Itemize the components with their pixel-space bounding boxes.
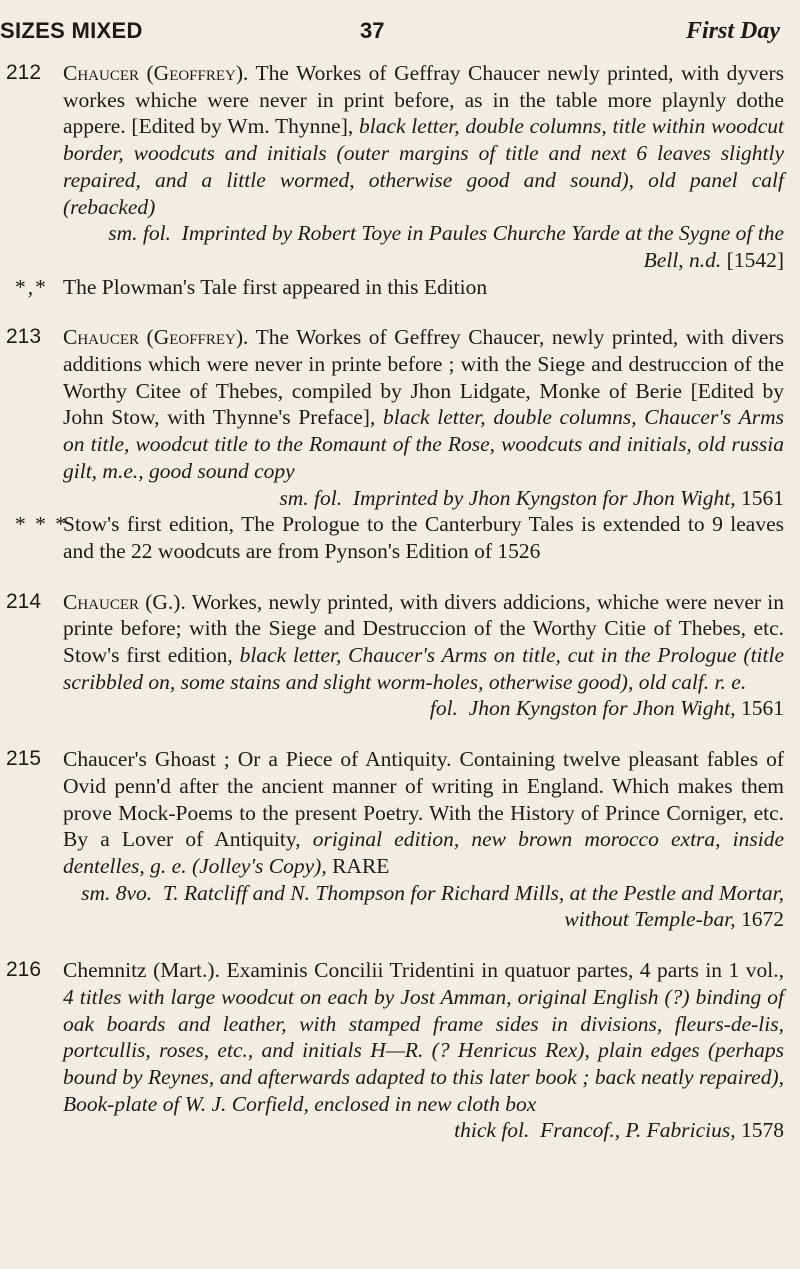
lot-description: 4 titles with large woodcut on each by Jost Amman, original English (?) binding of oak boards and leather, with stamped frame sides in divisions, fleurs-de-lis, portcullis, roses, etc., and initials H—R. (? Henricus Rex), plain edges (perhaps bound by Reynes, and afterwards adapted to this later book ; back neatly repaired), Book-plate of W. J. Corfield, enclosed in new cloth box (63, 984, 784, 1116)
lot-date: 1561 (741, 696, 784, 721)
section-title: SIZES MIXED (0, 18, 143, 43)
lot-author: Chaucer's Ghoast ; (63, 747, 230, 772)
lot-number: 212 (6, 61, 42, 84)
lot-format: sm. fol. (108, 221, 171, 246)
lot-author: Chaucer (Geoffrey). (63, 61, 249, 85)
lot-entry (6, 589, 784, 723)
asterism-icon: *,* (15, 274, 48, 299)
lot-imprint: T. Ratcliff and N. Thompson for Richard Mills, at the Pestle and Mortar, without Temple-bar, (162, 880, 784, 932)
lot-note-text: The Plowman's Tale first appeared in this Edition (63, 274, 488, 299)
lot-number: 215 (6, 747, 42, 771)
lot-date: 1672 (741, 907, 784, 932)
page-number: 37 (360, 18, 385, 43)
lot-imprint: Imprinted by Robert Toye in Paules Churche Yarde at the Sygne of the Bell, n.d. (181, 221, 784, 272)
lot-note-text: Stow's first edition, The Prologue to the Canterbury Tales is extended to 9 leaves and the 22 woodcuts are from Pynson's Edition of 1526 (63, 512, 784, 563)
lot-entry (6, 60, 784, 300)
lot-number: 216 (6, 958, 42, 982)
lot-number: 213 (6, 325, 42, 349)
lot-title: The Workes of Geffray Chaucer newly printed, with dyvers workes whiche were never in print before, as in the table more playnly dothe appere. [Edited by Wm. Thynne], (63, 61, 784, 139)
lot-title: Workes, newly printed, with divers addicions, whiche were never in printe before; with the Siege and Destruccion of the Worthy Citie of Thebes, etc. Stow's first edition, (63, 589, 784, 668)
running-head (0, 10, 800, 50)
lot-imprint: Imprinted by Jhon Kyngston for Jhon Wight, (352, 485, 736, 510)
lot-description: black letter, Chaucer's Arms on title, cut in the Prologue (title scribbled on, some stains and slight worm-holes, otherwise good), old calf. r. e. (63, 643, 785, 694)
lot-imprint-line (63, 220, 784, 273)
lot-title: The Workes of Geffrey Chaucer, newly printed, with divers additions which were never in printe before ; with the Siege and destruccion of the Worthy Citee of Thebes, compiled by Jhon Lidgate, Monke of Berie [Edited by John Stow, with Thynne's Preface], (63, 325, 784, 430)
lot-imprint: Francof., P. Fabricius, (540, 1118, 736, 1143)
lot-entry (6, 957, 784, 1144)
lot-rarity: RARE (332, 853, 390, 878)
lot-date: [1542] (726, 247, 784, 272)
lot-note (15, 511, 784, 564)
lot-title: Or a Piece of Antiquity. Containing twelve pleasant fables of Ovid penn'd after the ancient manner of writing in England. Which makes them prove Mock-Poems to the present Poetry. With the History of Prince Corniger, etc. By a Lover of Antiquity, (63, 747, 784, 852)
lot-imprint-line (63, 695, 784, 722)
lot-description: black letter, double columns, title within woodcut border, woodcuts and initials (outer margins of title and next 6 leaves slightly repaired, and a little wormed, otherwise good and sound), old panel calf (rebacked) (63, 114, 784, 219)
lot-note (15, 274, 784, 301)
lot-imprint: Jhon Kyngston for Jhon Wight, (468, 696, 736, 721)
lot-list (6, 60, 784, 1168)
lot-format: sm. 8vo. (81, 880, 153, 905)
lot-entry (6, 324, 784, 564)
lot-date: 1578 (741, 1118, 784, 1143)
lot-description: original edition, new brown morocco extra, inside dentelles, g. e. (Jolley's Copy), (63, 827, 785, 878)
asterism-icon: * * * (15, 512, 68, 537)
lot-author: Chaucer (Geoffrey). (63, 325, 249, 350)
lot-author: Chaucer (G.). (63, 589, 186, 614)
lot-title: Examinis Concilii Tridentini in quatuor partes, 4 parts in 1 vol., (226, 958, 784, 983)
lot-imprint-line (63, 880, 784, 933)
sale-day: First Day (685, 18, 780, 44)
lot-format: sm. fol. (279, 485, 343, 510)
lot-description: black letter, double columns, Chaucer's Arms on title, woodcut title to the Romaunt of the Rose, woodcuts and initials, old russia gilt, m.e., good sound copy (63, 405, 784, 483)
lot-format: fol. (429, 696, 458, 721)
lot-imprint-line (63, 485, 784, 512)
lot-imprint-line (63, 1117, 784, 1144)
lot-author: Chemnitz (Mart.). (63, 958, 220, 983)
lot-date: 1561 (741, 485, 784, 510)
lot-number: 214 (6, 589, 42, 613)
lot-entry (6, 746, 784, 933)
lot-format: thick fol. (454, 1118, 530, 1143)
